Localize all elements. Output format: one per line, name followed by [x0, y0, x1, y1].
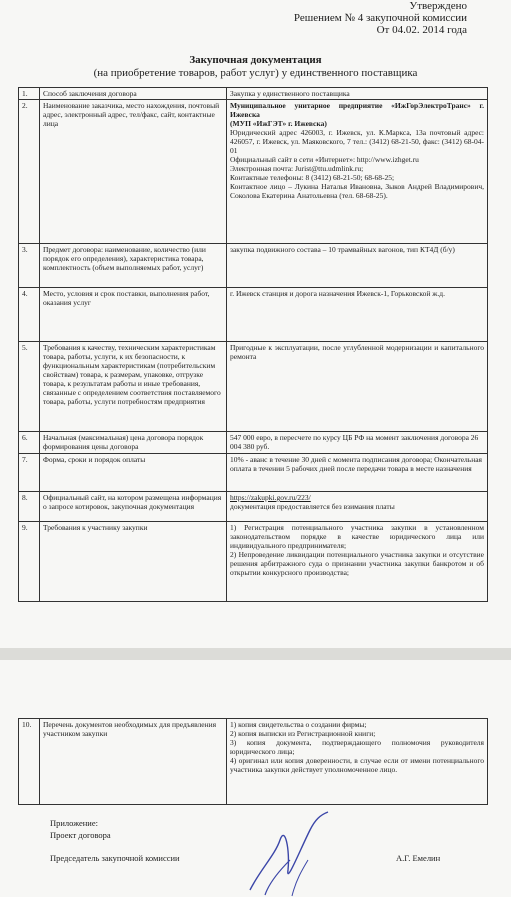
- appendix-label: Приложение:: [50, 818, 98, 828]
- row-number: 6.: [19, 432, 40, 454]
- document-item: 2) копия выписки из Регистрационной книги;: [230, 729, 376, 738]
- row-value: Пригодные к эксплуатации, после углубленной модернизации и капитального ремонта: [227, 342, 488, 432]
- terms-table: [18, 87, 488, 602]
- customer-website: Официальный сайт в сети «Интернет»: http://www.izhget.ru: [230, 155, 419, 164]
- document-item: 4) оригинал или копия доверенности, в случае если от имени потенциального участника закупки действует уполномоченное лицо.: [230, 756, 484, 774]
- row-number: 10.: [19, 719, 40, 805]
- table-row: [19, 432, 488, 454]
- row-value: 547 000 евро, в пересчете по курсу ЦБ РФ на момент заключения договора 26 004 380 руб.: [227, 432, 488, 454]
- table-row: [19, 100, 488, 244]
- table-row: [19, 454, 488, 492]
- table-row: [19, 719, 488, 805]
- row-label: Перечень документов необходимых для предъявления участником закупки: [40, 719, 227, 805]
- customer-email: Электронная почта: Jurist@ttu.udmlink.ru;: [230, 164, 364, 173]
- appendix-item: Проект договора: [50, 830, 111, 840]
- documents-table: [18, 718, 488, 805]
- row-label: Требования к качеству, техническим характеристикам товара, работы, услуги, к их безопасности, к функциональным характеристикам (потребительским свойствам) товара, к размерам, упаковке, отгрузке товара, к результатам работы и иные требования, связанные с определением соответствия поставляемого товара, работы, услуги потребностям предприятия: [40, 342, 227, 432]
- decision-label: Решением № 4 закупочной комиссии: [293, 12, 467, 24]
- document-item: 3) копия документа, подтверждающего полномочия руководителя юридического лица;: [230, 738, 484, 756]
- row-number: 4.: [19, 288, 40, 342]
- decision-date: От 04.02. 2014 года: [376, 24, 467, 36]
- customer-contacts: Контактное лицо – Лукина Наталья Ивановна, Зыков Андрей Владимирович, Соколова Екатерина Анатольевна (тел. 68-68-25).: [230, 182, 484, 200]
- chair-label: Председатель закупочной комиссии: [50, 853, 180, 863]
- row-value: г. Ижевск станция и дорога назначения Ижевск-1, Горьковской ж.д.: [227, 288, 488, 342]
- customer-name: Муниципальное унитарное предприятие «ИжГорЭлектроТранс» г. Ижевска: [230, 101, 484, 119]
- table-row: [19, 88, 488, 100]
- row-value: [227, 492, 488, 522]
- row-label: Предмет договора: наименование, количество (или порядок его определения), характеристика товара, комплектность (объем выполняемых работ, услуг): [40, 244, 227, 288]
- free-of-charge-note: документация предоставляется без взимания платы: [230, 502, 395, 511]
- row-value: закупка подвижного состава – 10 трамвайных вагонов, тип КТ4Д (б/у): [227, 244, 488, 288]
- row-label: Место, условия и срок поставки, выполнения работ, оказания услуг: [40, 288, 227, 342]
- row-number: 8.: [19, 492, 40, 522]
- row-label: Начальная (максимальная) цена договора порядок формирования цены договора: [40, 432, 227, 454]
- table-row: [19, 244, 488, 288]
- customer-short-name: (МУП «ИжГЭТ» г. Ижевска): [230, 119, 327, 128]
- row-label: Требования к участнику закупки: [40, 522, 227, 602]
- row-value: [227, 100, 488, 244]
- document-item: 1) копия свидетельства о создании фирмы;: [230, 720, 367, 729]
- row-number: 2.: [19, 100, 40, 244]
- table-row: [19, 522, 488, 602]
- page-break: [0, 648, 511, 660]
- customer-address: Юридический адрес 426003, г. Ижевск, ул. К.Маркса, 13а почтовый адрес: 426057, г. Ижевск, ул. Маяковского, 7 тел.: (3412) 68-21-50, факс: (3412) 68-04-01: [230, 128, 484, 155]
- zakupki-link[interactable]: https://zakupki.gov.ru/223/: [230, 493, 311, 502]
- doc-title: Закупочная документация: [189, 54, 322, 66]
- row-number: 7.: [19, 454, 40, 492]
- table-row: [19, 288, 488, 342]
- requirement-1: 1) Регистрация потенциального участника закупки в установленном законодательством порядке в качестве юридического лица или индивидуального предпринимателя;: [230, 523, 484, 550]
- chair-name: А.Г. Емелин: [396, 853, 441, 863]
- customer-phones: Контактные телефоны: 8 (3412) 68-21-50; 68-68-25;: [230, 173, 395, 182]
- row-number: 1.: [19, 88, 40, 100]
- row-number: 5.: [19, 342, 40, 432]
- signature-icon: [230, 810, 340, 897]
- row-number: 3.: [19, 244, 40, 288]
- table-row: [19, 492, 488, 522]
- approved-label: Утверждено: [409, 0, 467, 12]
- row-label: Наименование заказчика, место нахождения, почтовый адрес, электронный адрес, тел/факс, сайт, контактные лица: [40, 100, 227, 244]
- row-value: Закупка у единственного поставщика: [227, 88, 488, 100]
- doc-subtitle: (на приобретение товаров, работ услуг) у единственного поставщика: [93, 67, 418, 79]
- row-label: Способ заключения договора: [40, 88, 227, 100]
- row-value: [227, 719, 488, 805]
- row-value: [227, 522, 488, 602]
- table-row: [19, 342, 488, 432]
- row-label: Форма, сроки и порядок оплаты: [40, 454, 227, 492]
- requirement-2: 2) Непроведение ликвидации потенциального участника закупки и отсутствие решения арбитражного суда о признании участника закупки банкротом и об открытии конкурсного производства;: [230, 550, 484, 577]
- row-number: 9.: [19, 522, 40, 602]
- row-value: 10% - аванс в течение 30 дней с момента подписания договора; Окончательная оплата в течении 5 рабочих дней после передачи товара в месте назначения: [227, 454, 488, 492]
- row-label: Официальный сайт, на котором размещена информация о запросе котировок, закупочная документация: [40, 492, 227, 522]
